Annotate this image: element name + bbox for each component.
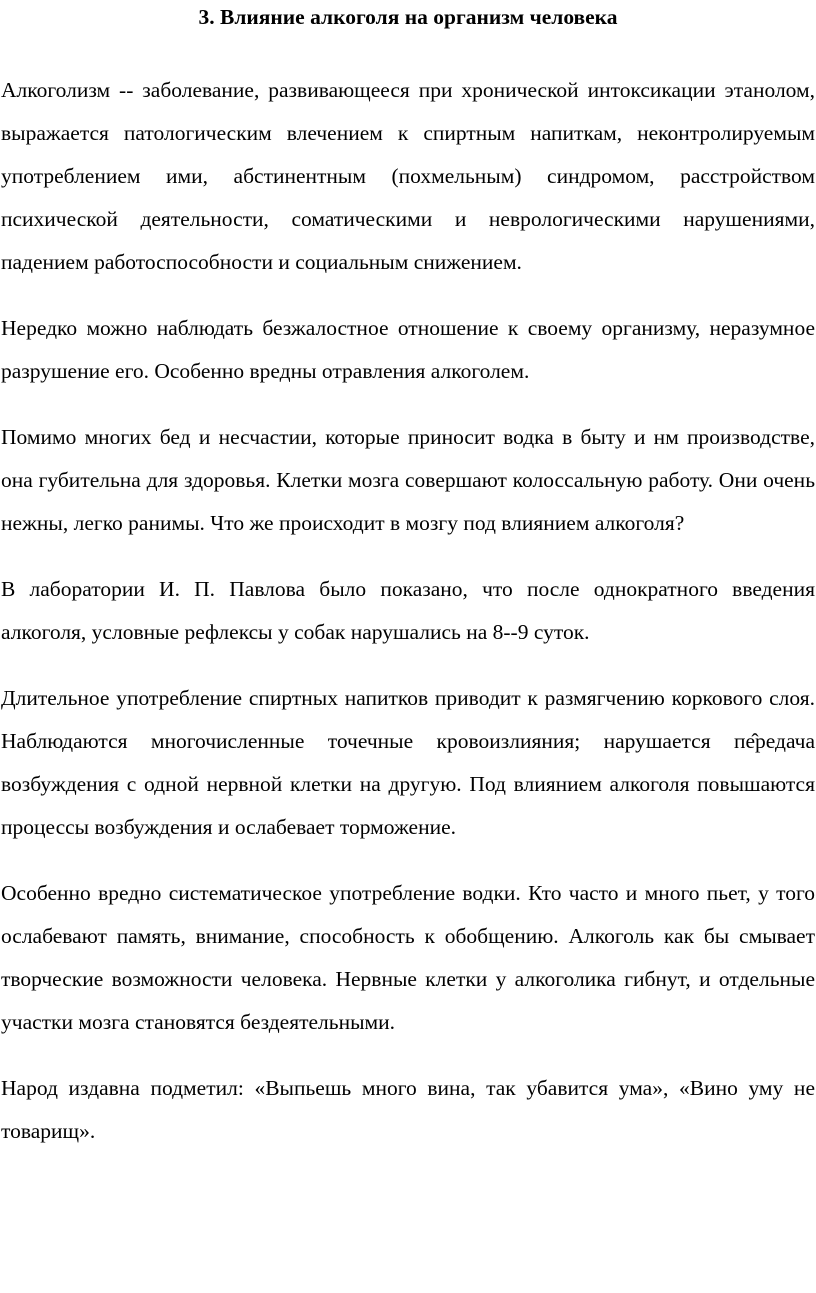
- paragraph-folk-sayings: Народ издавна подметил: «Выпьешь много вина, так убавится ума», «Вино уму не товарищ».: [1, 1076, 815, 1143]
- paragraph-long-term-use: Длительное употребление спиртных напитков приводит к размягчению коркового слоя. Наблюдаются многочисленные точечные кровоизлияния; нарушается пе̂редача возбуждения с одной нервной клетки на другую. Под влиянием алкоголя повышаются процессы возбуждения и ослабевает торможение.: [1, 686, 815, 839]
- paragraph-pavlov-lab: В лаборатории И. П. Павлова было показано, что после однократного введения алкоголя, условные рефлексы у собак нарушались на 8--9 суток.: [1, 577, 815, 644]
- paragraph-self-destruction: Нередко можно наблюдать безжалостное отношение к своему организму, неразумное разрушение его. Особенно вредны отравления алкоголем.: [1, 316, 815, 383]
- document-title: 3. Влияние алкоголя на организм человека: [198, 5, 618, 29]
- paragraph-brain-cells: Помимо многих бед и несчастии, которые приносит водка в быту и нм производстве, она губительна для здоровья. Клетки мозга совершают колоссальную работу. Они очень нежны, легко ранимы. Что же происходит в мозгу под влиянием алкоголя?: [1, 425, 815, 535]
- paragraph-alcoholism-definition: Алкоголизм -- заболевание, развивающееся при хронической интоксикации этанолом, выражается патологическим влечением к спиртным напиткам, неконтролируемым употреблением ими, абстинентным (похмельным) синдромом, расстройством психической деятельности, соматическими и неврологическими нарушениями, падением работоспособности и социальным снижением.: [1, 78, 815, 274]
- paragraph-systematic-use: Особенно вредно систематическое употребление водки. Кто часто и много пьет, у того ослабевают память, внимание, способность к обобщению. Алкоголь как бы смывает творческие возможности человека. Нервные клетки у алкоголика гибнут, и отдельные участки мозга становятся бездеятельными.: [1, 881, 815, 1034]
